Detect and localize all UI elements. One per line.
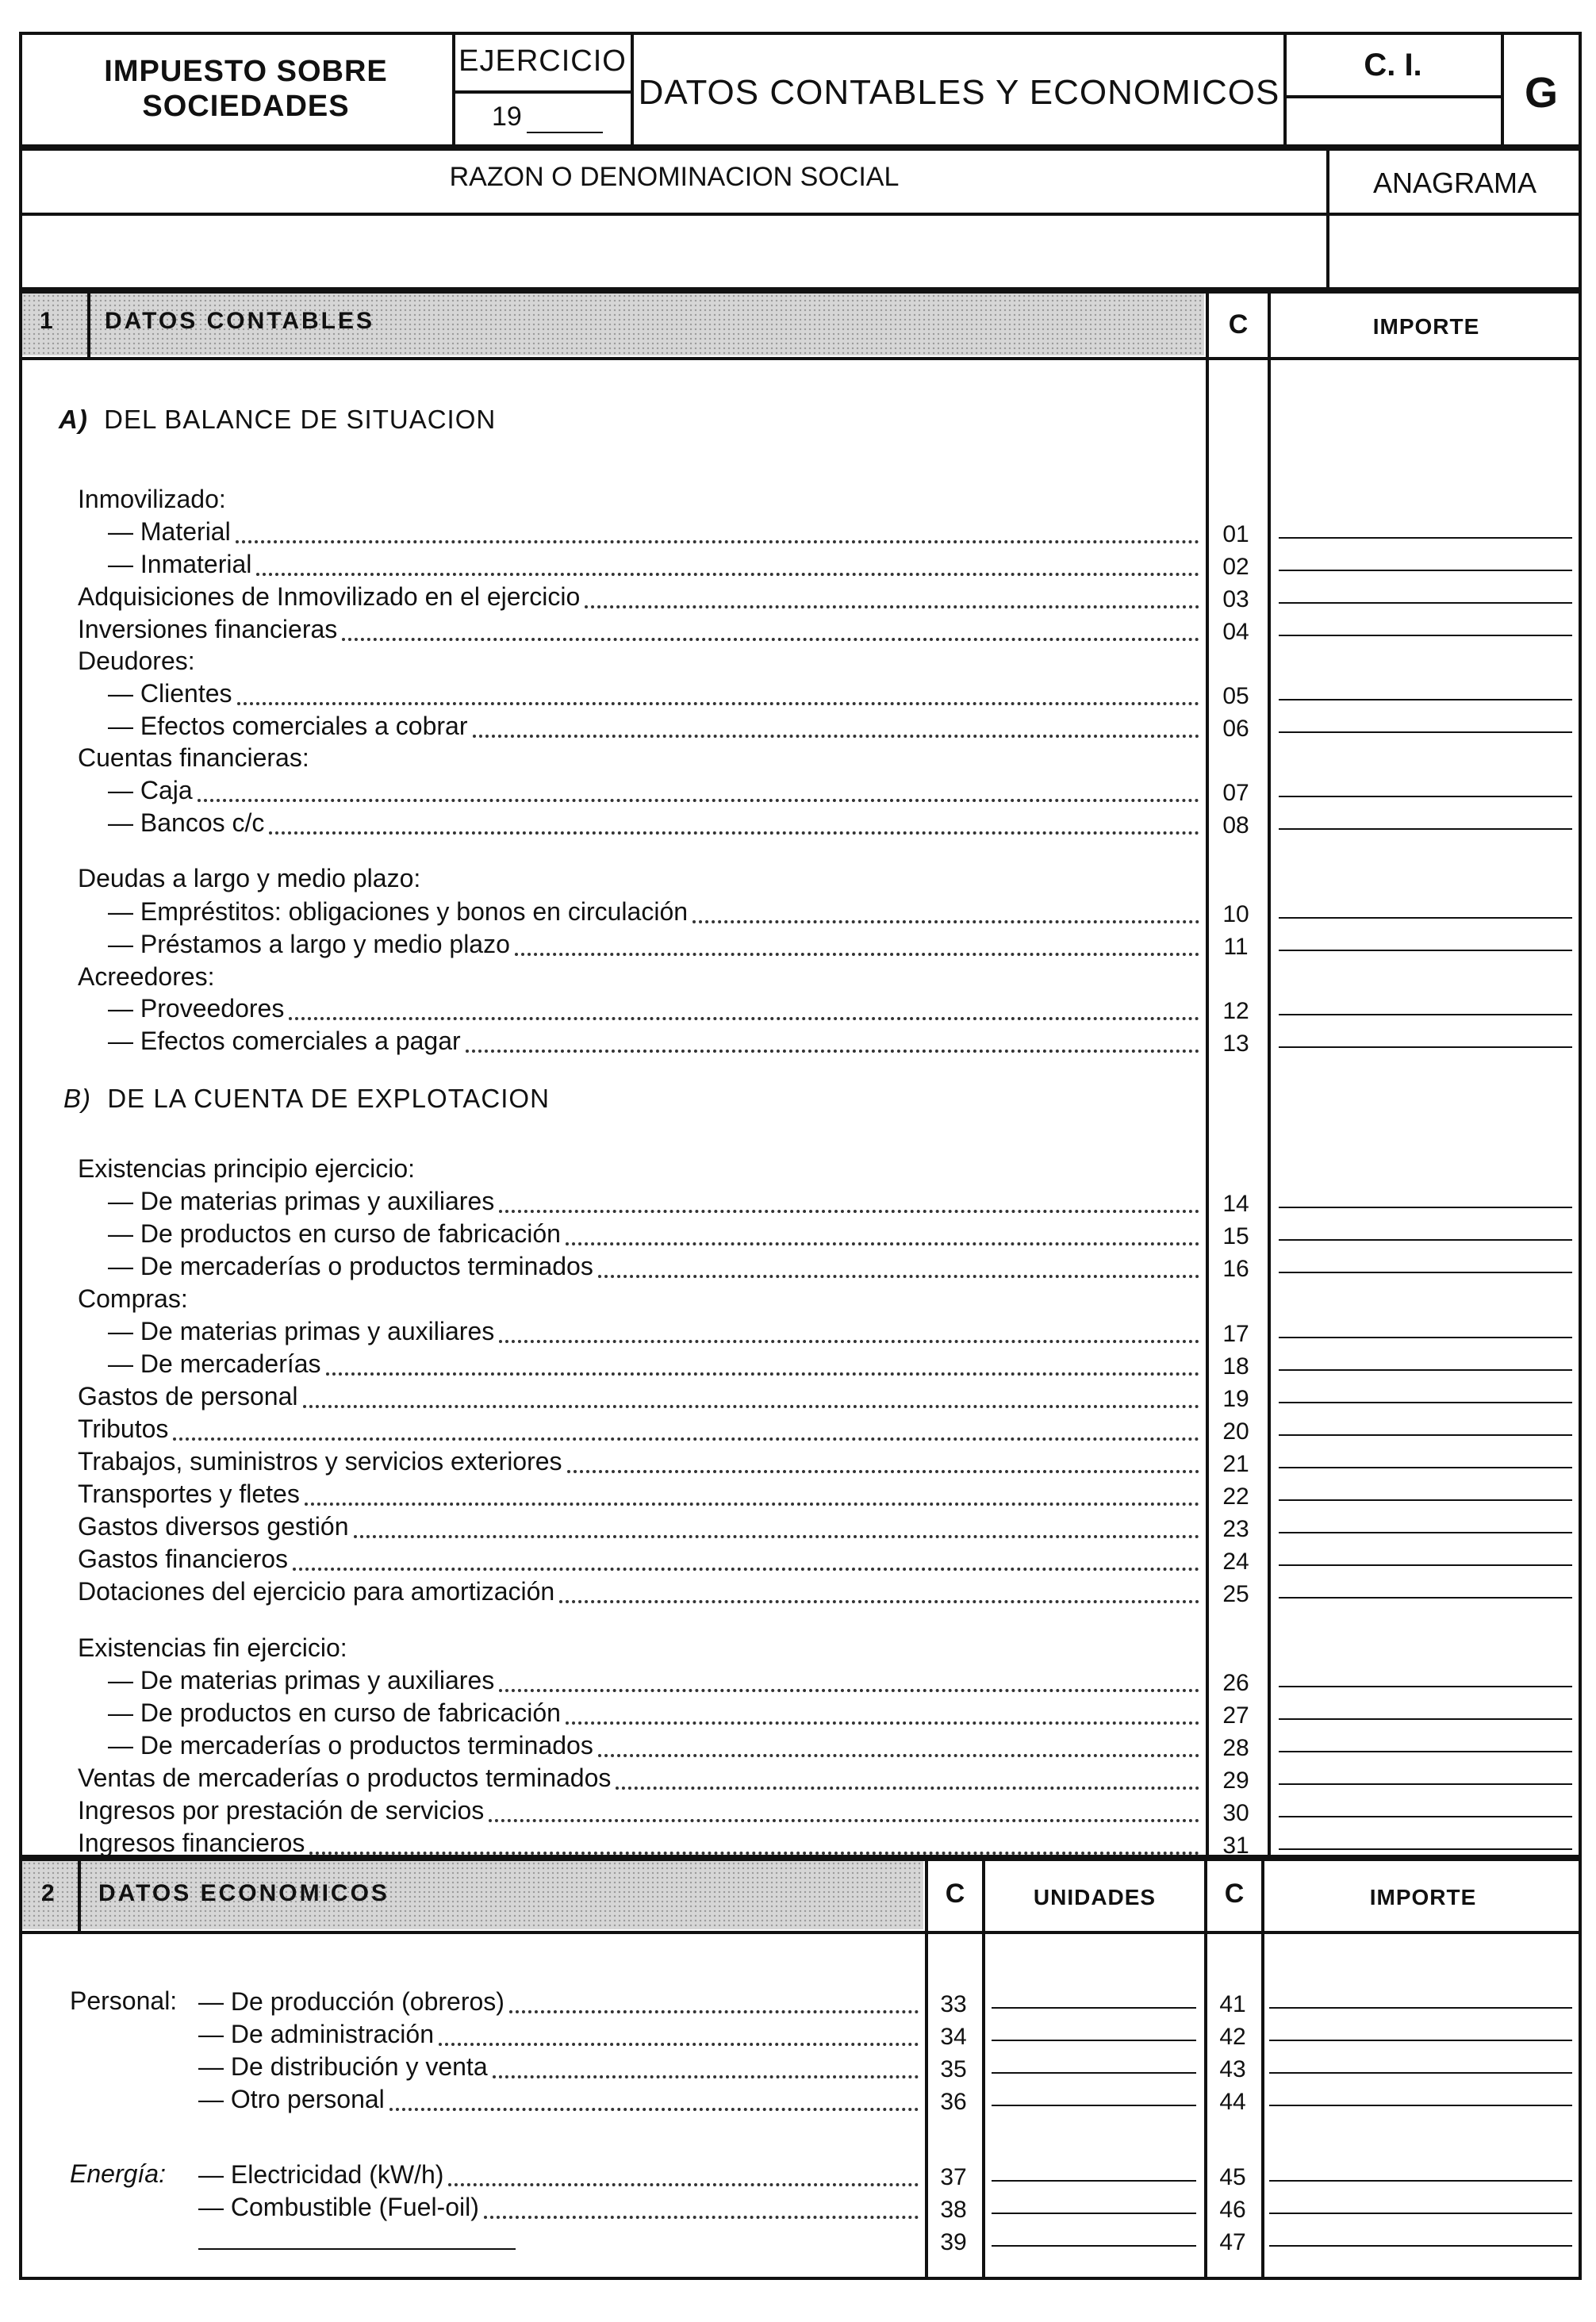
importe-entry-line[interactable] bbox=[1269, 2245, 1572, 2247]
section1-row-code: 25 bbox=[1222, 1581, 1249, 1607]
section2-importe-code: 44 bbox=[1219, 2089, 1246, 2115]
section1-row-code: 16 bbox=[1222, 1256, 1249, 1282]
anagrama-label: ANAGRAMA bbox=[1372, 167, 1537, 199]
dot-leader bbox=[198, 799, 1199, 802]
section1-row-label: Existencias principio ejercicio: bbox=[78, 1154, 416, 1183]
section2-unidades-code: 34 bbox=[940, 2024, 967, 2050]
importe-entry-line[interactable] bbox=[1279, 1597, 1572, 1599]
section1-row-label: Deudores: bbox=[78, 647, 195, 675]
section1-title: DATOS CONTABLES bbox=[105, 308, 375, 334]
section1-row-label: Ingresos por prestación de servicios bbox=[78, 1796, 485, 1825]
dot-leader bbox=[493, 2075, 919, 2078]
section1-row-code: 04 bbox=[1222, 619, 1249, 645]
partA-title: DEL BALANCE DE SITUACION bbox=[104, 405, 497, 434]
section1-row-label: Inversiones financieras bbox=[78, 615, 338, 643]
section2-unidades-header: UNIDADES bbox=[1033, 1885, 1157, 1909]
section1-row-code: 26 bbox=[1222, 1670, 1249, 1696]
unidades-entry-line[interactable] bbox=[992, 2245, 1196, 2247]
section2-importe-header: IMPORTE bbox=[1369, 1885, 1477, 1909]
dot-leader bbox=[309, 1852, 1199, 1855]
importe-entry-line[interactable] bbox=[1279, 796, 1572, 797]
dot-leader bbox=[237, 702, 1200, 705]
section2-divider bbox=[1204, 1858, 1207, 2280]
dot-leader bbox=[293, 1568, 1199, 1571]
section2-row-label: — De producción (obreros) bbox=[198, 1987, 505, 2016]
dot-leader bbox=[489, 1819, 1199, 1822]
dot-leader bbox=[559, 1600, 1199, 1603]
section2-row-label: — Otro personal bbox=[198, 2085, 385, 2113]
razon-entry-field[interactable] bbox=[24, 217, 1323, 287]
section1-row-label: — Préstamos a largo y medio plazo bbox=[108, 930, 510, 958]
dot-leader bbox=[342, 638, 1199, 641]
section1-row-label: — De materias primas y auxiliares bbox=[108, 1317, 495, 1345]
section2-importe-code: 47 bbox=[1219, 2229, 1246, 2255]
blank-label-line[interactable] bbox=[198, 2248, 516, 2250]
importe-entry-line[interactable] bbox=[1279, 1369, 1572, 1371]
section1-row-code: 12 bbox=[1222, 998, 1249, 1024]
header-divider bbox=[452, 90, 631, 94]
dot-leader bbox=[473, 735, 1200, 738]
partB-heading bbox=[63, 1084, 550, 1114]
importe-entry-line[interactable] bbox=[1279, 1564, 1572, 1566]
importe-entry-line[interactable] bbox=[1279, 1337, 1572, 1338]
section1-row-label: Dotaciones del ejercicio para amortización bbox=[78, 1577, 555, 1606]
section1-divider bbox=[87, 290, 90, 357]
importe-entry-line[interactable] bbox=[1279, 1434, 1572, 1436]
tax-title-line2: SOCIEDADES bbox=[142, 90, 350, 123]
section1-divider bbox=[1268, 290, 1271, 1858]
importe-entry-line[interactable] bbox=[1269, 2180, 1572, 2182]
dot-leader bbox=[566, 1242, 1199, 1245]
importe-entry-line[interactable] bbox=[1269, 2072, 1572, 2074]
section1-divider bbox=[19, 357, 1582, 360]
partA-letter: A) bbox=[59, 405, 88, 434]
section1-row-code: 01 bbox=[1222, 521, 1249, 547]
identification-divider bbox=[19, 213, 1582, 216]
ci-entry-field[interactable] bbox=[1287, 98, 1499, 146]
section1-row-label: — De productos en curso de fabricación bbox=[108, 1698, 561, 1727]
section1-row-label: Acreedores: bbox=[78, 962, 215, 991]
importe-entry-line[interactable] bbox=[1279, 602, 1572, 604]
section2-code2-header: C bbox=[1224, 1879, 1245, 1909]
section1-row-code: 30 bbox=[1222, 1800, 1249, 1826]
section1-box bbox=[19, 290, 1582, 1858]
section2-row-label: — De distribución y venta bbox=[198, 2052, 488, 2081]
section1-row-label: — Empréstitos: obligaciones y bonos en circulación bbox=[108, 897, 689, 926]
importe-entry-line[interactable] bbox=[1279, 699, 1572, 700]
section1-row-code: 03 bbox=[1222, 586, 1249, 612]
section2-number: 2 bbox=[41, 1880, 55, 1906]
header-divider bbox=[631, 32, 634, 148]
section2-unidades-code: 33 bbox=[940, 1991, 967, 2017]
year-entry-line[interactable] bbox=[527, 132, 603, 133]
importe-entry-line[interactable] bbox=[1279, 635, 1572, 636]
section2-importe-code: 41 bbox=[1219, 1991, 1246, 2017]
section2-divider bbox=[1261, 1858, 1264, 2280]
section1-row-code: 17 bbox=[1222, 1321, 1249, 1347]
unidades-entry-line[interactable] bbox=[992, 2040, 1196, 2041]
unidades-entry-line[interactable] bbox=[992, 2180, 1196, 2182]
partA-heading bbox=[59, 405, 496, 435]
section1-row-label: — De materias primas y auxiliares bbox=[108, 1666, 495, 1694]
form-title: DATOS CONTABLES Y ECONOMICOS bbox=[638, 73, 1280, 112]
section1-row-code: 27 bbox=[1222, 1702, 1249, 1729]
dot-leader bbox=[484, 2216, 919, 2219]
section1-row-label: — Caja bbox=[108, 776, 193, 804]
section1-row-label: Ventas de mercaderías o productos terminados bbox=[78, 1764, 612, 1792]
section1-row-label: Trabajos, suministros y servicios exteriores bbox=[78, 1447, 562, 1476]
section1-row-code: 24 bbox=[1222, 1549, 1249, 1575]
importe-entry-line[interactable] bbox=[1279, 1848, 1572, 1850]
section1-row-code: 31 bbox=[1222, 1833, 1249, 1859]
section1-row-code: 18 bbox=[1222, 1353, 1249, 1380]
importe-entry-line[interactable] bbox=[1279, 570, 1572, 571]
section2-divider bbox=[925, 1858, 928, 2280]
section2-code1-header: C bbox=[945, 1879, 965, 1909]
section1-row-code: 02 bbox=[1222, 554, 1249, 580]
section1-row-code: 15 bbox=[1222, 1223, 1249, 1249]
personal-label: Personal: bbox=[70, 1986, 178, 2015]
section1-row-code: 29 bbox=[1222, 1767, 1249, 1794]
section1-row-label: Ingresos financieros bbox=[78, 1829, 305, 1857]
dot-leader bbox=[389, 2108, 919, 2111]
dot-leader bbox=[256, 573, 1199, 576]
section1-divider bbox=[1206, 290, 1209, 1858]
form-letter: G bbox=[1524, 69, 1558, 117]
section2-title: DATOS ECONOMICOS bbox=[98, 1880, 389, 1906]
dot-leader bbox=[289, 1017, 1199, 1020]
dot-leader bbox=[616, 1787, 1199, 1790]
unidades-entry-line[interactable] bbox=[992, 2072, 1196, 2074]
section1-row-code: 07 bbox=[1222, 780, 1249, 806]
section2-divider bbox=[78, 1858, 81, 1931]
section1-row-label: Gastos financieros bbox=[78, 1545, 289, 1573]
dot-leader bbox=[354, 1535, 1200, 1538]
section1-row-code: 05 bbox=[1222, 683, 1249, 709]
dot-leader bbox=[173, 1437, 1199, 1441]
partB-letter: B) bbox=[63, 1084, 91, 1113]
ejercicio-label: EJERCICIO bbox=[458, 44, 627, 78]
dot-leader bbox=[585, 605, 1199, 608]
section1-row-code: 20 bbox=[1222, 1418, 1249, 1445]
importe-entry-line[interactable] bbox=[1279, 1816, 1572, 1817]
section2-unidades-code: 39 bbox=[940, 2229, 967, 2255]
section1-row-label: — Efectos comerciales a cobrar bbox=[108, 712, 468, 740]
importe-entry-line[interactable] bbox=[1279, 537, 1572, 539]
dot-leader bbox=[598, 1275, 1199, 1278]
section1-row-label: — De mercaderías o productos terminados bbox=[108, 1731, 593, 1760]
tax-title bbox=[71, 54, 420, 124]
section2-unidades-code: 37 bbox=[940, 2164, 967, 2190]
section2-unidades-code: 35 bbox=[940, 2056, 967, 2082]
section1-row-label: Inmovilizado: bbox=[78, 485, 226, 513]
section1-row-label: Tributos bbox=[78, 1414, 169, 1443]
dot-leader bbox=[499, 1210, 1199, 1213]
section1-importe-header: IMPORTE bbox=[1372, 314, 1480, 339]
section1-row-code: 08 bbox=[1222, 812, 1249, 839]
importe-entry-line[interactable] bbox=[1279, 731, 1572, 733]
section1-row-label: — Bancos c/c bbox=[108, 808, 265, 837]
section1-code-header: C bbox=[1228, 309, 1249, 340]
dot-leader bbox=[499, 1340, 1199, 1343]
section1-row-label: Existencias fin ejercicio: bbox=[78, 1633, 347, 1662]
unidades-entry-line[interactable] bbox=[992, 2105, 1196, 2106]
importe-entry-line[interactable] bbox=[1279, 1718, 1572, 1720]
section1-row-code: 13 bbox=[1222, 1031, 1249, 1057]
dot-leader bbox=[466, 1050, 1199, 1053]
section2-divider bbox=[19, 1931, 1582, 1934]
importe-entry-line[interactable] bbox=[1279, 1014, 1572, 1015]
dot-leader bbox=[515, 953, 1199, 956]
unidades-entry-line[interactable] bbox=[992, 2007, 1196, 2009]
unidades-entry-line[interactable] bbox=[992, 2213, 1196, 2214]
section2-importe-code: 46 bbox=[1219, 2197, 1246, 2223]
section1-row-label: Deudas a largo y medio plazo: bbox=[78, 864, 421, 892]
dot-leader bbox=[509, 2010, 919, 2013]
dot-leader bbox=[236, 540, 1199, 543]
importe-entry-line[interactable] bbox=[1279, 1686, 1572, 1687]
dot-leader bbox=[567, 1470, 1199, 1473]
section2-importe-code: 42 bbox=[1219, 2024, 1246, 2050]
section1-row-label: — Proveedores bbox=[108, 994, 285, 1023]
importe-entry-line[interactable] bbox=[1279, 1499, 1572, 1501]
section1-row-code: 22 bbox=[1222, 1483, 1249, 1510]
section1-row-code: 21 bbox=[1222, 1451, 1249, 1477]
section1-row-label: Gastos diversos gestión bbox=[78, 1512, 349, 1541]
section1-row-code: 23 bbox=[1222, 1516, 1249, 1542]
importe-entry-line[interactable] bbox=[1279, 1751, 1572, 1752]
section1-number: 1 bbox=[40, 308, 53, 334]
section2-divider bbox=[982, 1858, 985, 2280]
section1-row-code: 19 bbox=[1222, 1386, 1249, 1412]
importe-entry-line[interactable] bbox=[1269, 2040, 1572, 2041]
importe-entry-line[interactable] bbox=[1269, 2007, 1572, 2009]
section2-unidades-code: 36 bbox=[940, 2089, 967, 2115]
section1-row-label: — De materias primas y auxiliares bbox=[108, 1187, 495, 1215]
year-prefix: 19 bbox=[492, 102, 522, 132]
section2-importe-code: 43 bbox=[1219, 2056, 1246, 2082]
tax-title-line1: IMPUESTO SOBRE bbox=[104, 55, 388, 88]
section1-row-label: — Efectos comerciales a pagar bbox=[108, 1027, 461, 1055]
razon-label: RAZON O DENOMINACION SOCIAL bbox=[449, 162, 900, 192]
section1-row-label: Cuentas financieras: bbox=[78, 743, 309, 772]
dot-leader bbox=[448, 2183, 919, 2186]
section1-row-label: — De productos en curso de fabricación bbox=[108, 1219, 561, 1248]
importe-entry-line[interactable] bbox=[1279, 1467, 1572, 1468]
importe-entry-line[interactable] bbox=[1279, 1239, 1572, 1241]
section1-row-code: 14 bbox=[1222, 1191, 1249, 1217]
section2-importe-code: 45 bbox=[1219, 2164, 1246, 2190]
section1-row-code: 11 bbox=[1223, 934, 1249, 960]
partB-title: DE LA CUENTA DE EXPLOTACION bbox=[107, 1084, 550, 1113]
importe-entry-line[interactable] bbox=[1279, 1402, 1572, 1403]
importe-entry-line[interactable] bbox=[1279, 1046, 1572, 1048]
dot-leader bbox=[303, 1405, 1200, 1408]
section1-row-label: Transportes y fletes bbox=[78, 1480, 300, 1508]
energia-label: Energía: bbox=[70, 2159, 166, 2188]
importe-entry-line[interactable] bbox=[1279, 1207, 1572, 1208]
importe-entry-line[interactable] bbox=[1269, 2213, 1572, 2214]
section1-row-label: — Clientes bbox=[108, 679, 232, 708]
importe-entry-line[interactable] bbox=[1279, 950, 1572, 951]
section1-row-code: 06 bbox=[1222, 716, 1249, 742]
dot-leader bbox=[499, 1689, 1199, 1692]
ci-label: C. I. bbox=[1364, 48, 1422, 83]
section2-row-label: — Combustible (Fuel-oil) bbox=[198, 2193, 479, 2221]
section1-row-label: — Inmaterial bbox=[108, 550, 252, 578]
section1-row-code: 28 bbox=[1222, 1735, 1249, 1761]
section2-row-label: — De administración bbox=[198, 2020, 434, 2048]
dot-leader bbox=[598, 1754, 1199, 1757]
importe-entry-line[interactable] bbox=[1269, 2105, 1572, 2106]
anagrama-entry-field[interactable] bbox=[1331, 217, 1579, 287]
dot-leader bbox=[326, 1372, 1199, 1376]
section2-row-label: — Electricidad (kW/h) bbox=[198, 2160, 444, 2189]
dot-leader bbox=[692, 920, 1199, 923]
section2-unidades-code: 38 bbox=[940, 2197, 967, 2223]
dot-leader bbox=[269, 831, 1199, 835]
section1-row-label: Compras: bbox=[78, 1284, 188, 1313]
dot-leader bbox=[305, 1503, 1199, 1506]
importe-entry-line[interactable] bbox=[1279, 917, 1572, 919]
section1-row-code: 10 bbox=[1222, 901, 1249, 927]
dot-leader bbox=[566, 1721, 1199, 1725]
section1-row-label: — De mercaderías o productos terminados bbox=[108, 1252, 593, 1280]
dot-leader bbox=[439, 2043, 919, 2046]
section1-row-label: — De mercaderías bbox=[108, 1349, 321, 1378]
importe-entry-line[interactable] bbox=[1279, 1272, 1572, 1273]
importe-entry-line[interactable] bbox=[1279, 1783, 1572, 1785]
importe-entry-line[interactable] bbox=[1279, 1532, 1572, 1533]
section1-row-label: Adquisiciones de Inmovilizado en el ejercicio bbox=[78, 582, 581, 611]
section1-row-label: Gastos de personal bbox=[78, 1382, 298, 1410]
section1-row-label: — Material bbox=[108, 517, 231, 546]
importe-entry-line[interactable] bbox=[1279, 828, 1572, 830]
